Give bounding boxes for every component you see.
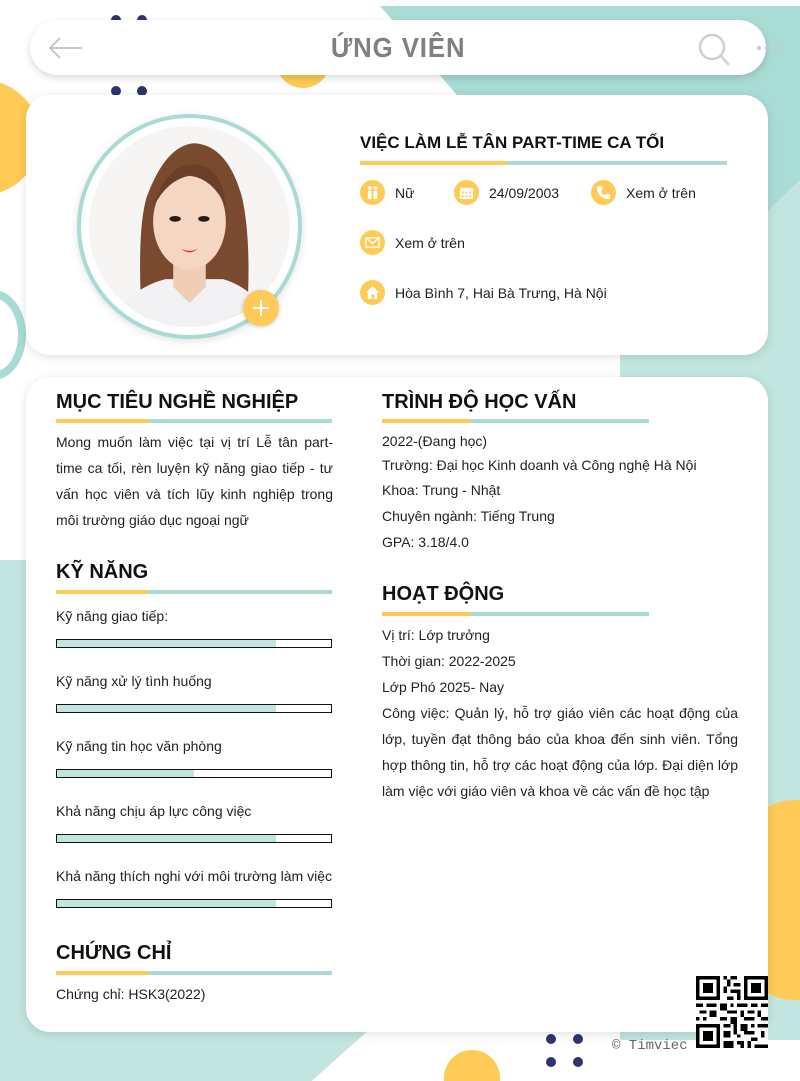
education-line: Trường: Đại học Kinh doanh và Công nghệ Hà Nội [382, 457, 697, 473]
add-photo-button[interactable] [243, 290, 279, 326]
skill-label: Kỹ năng tin học văn phòng [56, 738, 222, 754]
phone-info [591, 180, 696, 205]
skill-label: Kỹ năng giao tiếp: [56, 608, 169, 624]
section-underline [56, 971, 332, 975]
section-underline [382, 612, 649, 616]
home-icon [360, 280, 385, 305]
education-line: Chuyên ngành: Tiếng Trung [382, 508, 555, 524]
bg-teal-ring [0, 290, 26, 380]
section-underline [56, 590, 332, 594]
skill-bar [56, 899, 332, 908]
activities-title: HOẠT ĐỘNG [382, 583, 505, 605]
activity-line: Lớp Phó 2025- Nay [382, 679, 505, 695]
address-info [360, 280, 607, 305]
job-title: VIỆC LÀM LỄ TÂN PART-TIME CA TỐI [360, 133, 665, 152]
envelope-icon [360, 230, 385, 255]
resume-body-card [26, 377, 768, 1032]
skill-label: Kỹ năng xử lý tình huống [56, 673, 212, 689]
top-bar [30, 20, 766, 75]
page-title: ỨNG VIÊN [330, 31, 466, 63]
birthdate-value: 24/09/2003 [489, 184, 560, 201]
copyright-text: © Timviec [612, 1038, 688, 1054]
bg-dot [573, 1057, 583, 1067]
education-title: TRÌNH ĐỘ HỌC VẤN [382, 391, 577, 413]
skill-bar [56, 769, 332, 778]
section-underline [56, 419, 332, 423]
certificate-item: Chứng chỉ: HSK3(2022) [56, 986, 206, 1002]
career-goal-text: Mong muốn làm việc tại vị trí Lễ tân part-time ca tối, rèn luyện kỹ năng giao tiếp - tư vấn học viên và tích lũy kinh nghiệp trong môi trường giáo dục ngoại ngữ [56, 434, 333, 528]
skill-bar [56, 704, 332, 713]
calendar-icon [454, 180, 479, 205]
activity-description: Công việc: Quản lý, hỗ trợ giáo viên các hoạt động của lớp, tuyền đạt thông báo của khoa đến sinh viên. Tổng hợp thông tin, hỗ trợ các hoạt động của lớp. Đại diện lớp làm việc với giáo viên và khoa về các vấn đề học tập [382, 705, 738, 799]
education-line: GPA: 3.18/4.0 [382, 534, 469, 550]
more-horizontal-icon[interactable] [756, 44, 778, 52]
skill-bar [56, 834, 332, 843]
skill-label: Khả năng chịu áp lực công việc [56, 803, 252, 819]
gender-value: Nữ [395, 184, 415, 201]
skills-title: KỸ NĂNG [56, 561, 149, 583]
education-line: 2022-(Đang học) [382, 433, 488, 449]
qr-code [696, 976, 768, 1048]
bg-dot [546, 1057, 556, 1067]
phone-value: Xem ở trên [626, 184, 696, 201]
bg-dot [573, 1034, 583, 1044]
birthdate-info [454, 180, 559, 205]
title-underline [360, 161, 727, 165]
certificates-title: CHỨNG CHỈ [56, 942, 172, 964]
section-underline [382, 419, 649, 423]
skill-label: Khả năng thích nghi với môi trường làm việc [56, 868, 332, 884]
arrow-left-icon[interactable] [48, 36, 84, 60]
gender-icon [360, 180, 385, 205]
career-goal-title: MỤC TIÊU NGHỀ NGHIỆP [56, 391, 299, 413]
address-value: Hòa Bình 7, Hai Bà Trưng, Hà Nội [395, 284, 607, 301]
activity-line: Thời gian: 2022-2025 [382, 653, 516, 669]
bg-dot [546, 1034, 556, 1044]
phone-icon [591, 180, 616, 205]
bg-yellow-semicircle-bottom [444, 1050, 500, 1081]
search-icon[interactable] [696, 32, 732, 68]
email-info [360, 230, 465, 255]
education-line: Khoa: Trung - Nhật [382, 482, 501, 498]
gender-info [360, 180, 414, 205]
activity-line: Vị trí: Lớp trưởng [382, 627, 490, 643]
email-value: Xem ở trên [395, 234, 465, 251]
skill-bar [56, 639, 332, 648]
profile-card [26, 95, 768, 355]
